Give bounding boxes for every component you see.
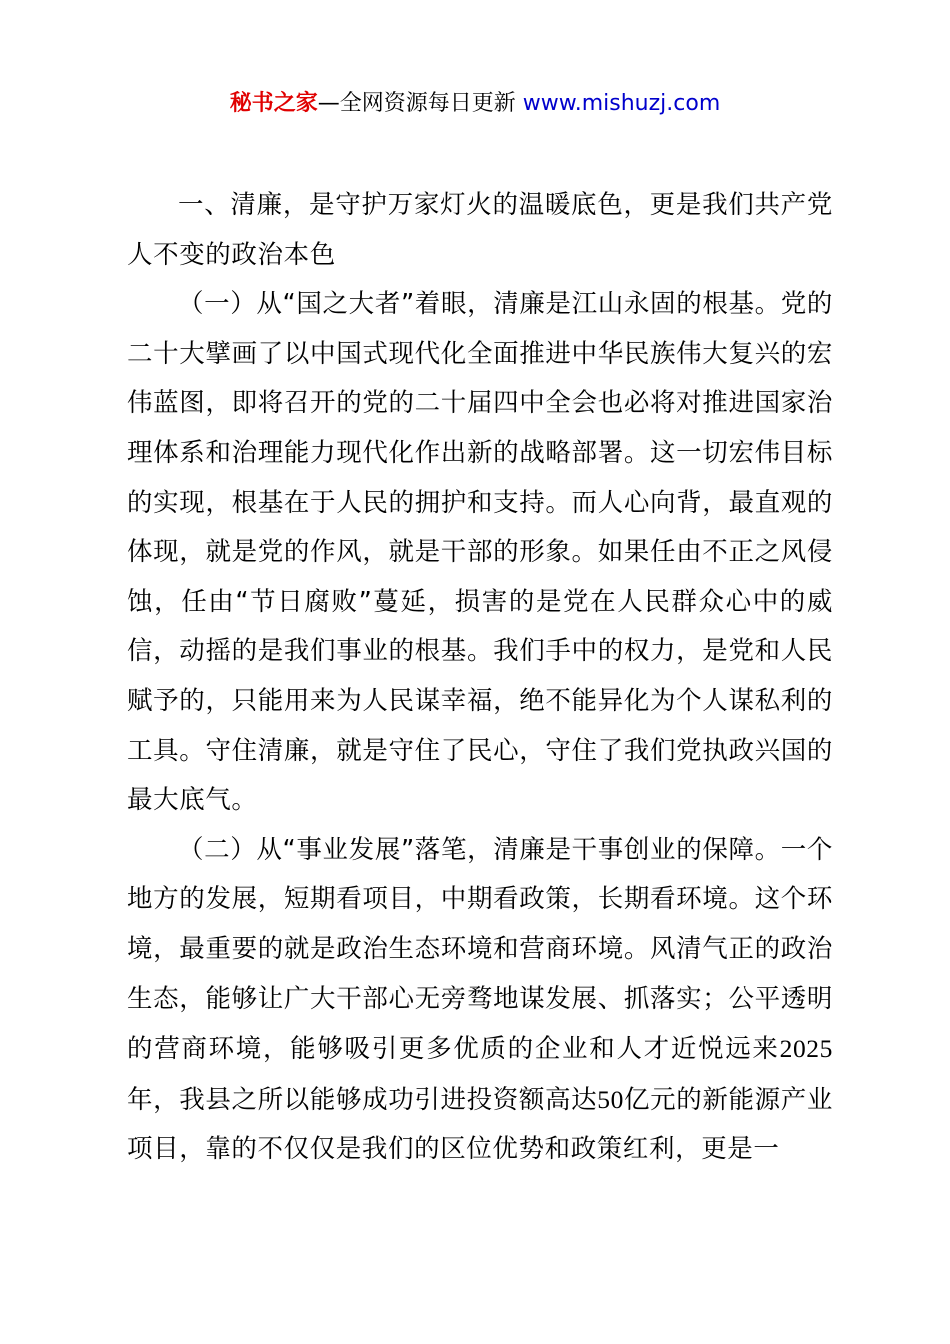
header-tagline: —全网资源每日更新 [317,91,516,116]
document-body [127,181,833,1175]
section-heading: 一、清廉，是守护万家灯火的温暖底色，更是我们共产党人不变的政治本色 [127,190,833,270]
paragraph-2 [127,826,833,1175]
paragraph-2-text: （二）从“事业发展”落笔，清廉是干事创业的保障。一个地方的发展，短期看项目，中期看政策，长期看环境。这个环境，最重要的就是政治生态环境和营商环境。风清气正的政治生态，能够让广大干部心无旁骛地谋发展、抓落实；公平透明的营商环境，能够吸引更多优质的企业和人才近悦远来 [127,834,833,1065]
year-number: 2025 [779,1034,833,1064]
brand-name: 秘书之家 [229,91,318,116]
amount-number: 50 [597,1084,624,1114]
paragraph-2-text-end: 亿元的新能源产业项目，靠的不仅仅是我们的区位优势和政策红利，更是一 [127,1084,833,1165]
paragraph-2-text-cont: 年，我县之所以能够成功引进投资额高达 [127,1084,598,1115]
header-url-link[interactable]: www.mishuzj.com [522,91,721,116]
page-header [0,86,950,122]
paragraph-1: （一）从“国之大者”着眼，清廉是江山永固的根基。党的二十大擘画了以中国式现代化全面推进中华民族伟大复兴的宏伟蓝图，即将召开的党的二十届四中全会也必将对推进国家治理体系和治理能力现代化作出新的战略部署。这一切宏伟目标的实现，根基在于人民的拥护和支持。而人心向背，最直观的体现，就是党的作风，就是干部的形象。如果任由不正之风侵蚀，任由“节日腐败”蔓延，损害的是党在人民群众心中的威信，动摇的是我们事业的根基。我们手中的权力，是党和人民赋予的，只能用来为人民谋幸福，绝不能异化为个人谋私利的工具。守住清廉，就是守住了民心，守住了我们党执政兴国的最大底气。 [127,289,833,816]
